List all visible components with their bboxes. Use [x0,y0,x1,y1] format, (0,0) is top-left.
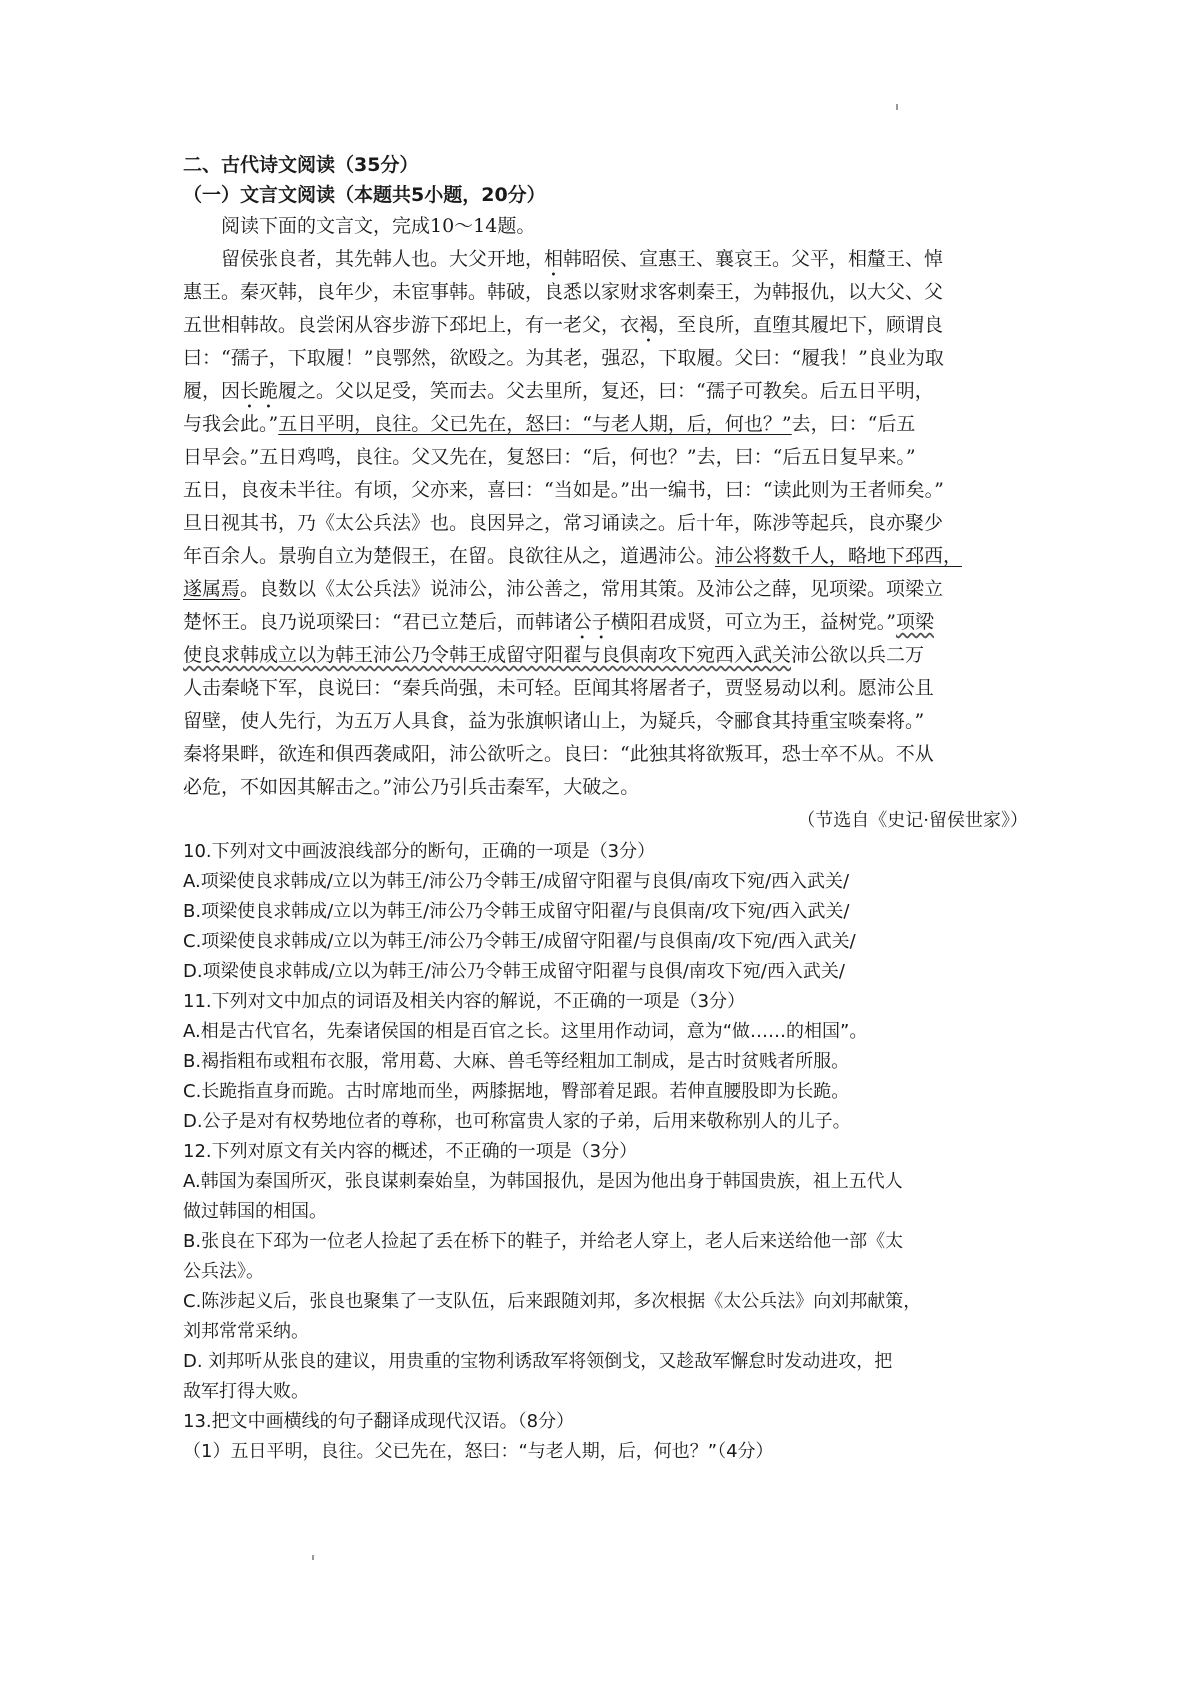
option-c: C.项梁使良求韩成/立以为韩王/沛公乃令韩王/成留守阳翟/与良俱南/攻下宛/西入武关/ [183,931,856,952]
wavy-underlined-text: 项梁 [895,611,934,633]
wavy-underlined-text: 使良求韩成立以为韩王沛公乃令韩王成留守阳翟与良俱南攻下宛西入武关 [183,644,792,666]
passage-line: 使良求韩成立以为韩王沛公乃令韩王成留守阳翟与良俱南攻下宛西入武关沛公欲以兵二万 [183,644,925,666]
passage-line: 与我会此。”五日平明，良往。父已先在，怒曰：“与老人期，后，何也？”去，曰：“后五 [183,413,916,435]
passage-line: 人击秦峣下军，良说曰：“秦兵尚强，未可轻。臣闻其将屠者子，贾竖易动以利。愿沛公且 [183,677,934,699]
question-13 [183,1407,1028,1467]
option-d: D. 刘邦听从张良的建议，用贵重的宝物利诱敌军将领倒戈，又趁敌军懈怠时发动进攻，把 [183,1351,893,1372]
option-d: D.公子是对有权势地位者的尊称，也可称富贵人家的子弟，后用来敬称别人的儿子。 [183,1111,851,1132]
passage-line: 旦日视其书，乃《太公兵法》也。良因异之，常习诵读之。后十年，陈涉等起兵，良亦聚少 [183,512,944,534]
passage-line: 必危，不如因其解击之。”沛公乃引兵击秦军，大破之。 [183,776,640,798]
passage-line: 五世相韩故。良尝闲从容步游下邳圯上，有一老父，衣褐，至良所，直堕其履圯下，顾谓良 [183,314,944,336]
option-c: C.长跪指直身而跪。古时席地而坐，两膝据地，臀部着足跟。若伸直腰股即为长跪。 [183,1081,850,1102]
question-10 [183,837,1028,987]
passage-line: 留壁，使人先行，为五万人具食，益为张旗帜诸山上，为疑兵，令郦食其持重宝啖秦将。” [183,710,925,732]
underlined-sentence: 沛公将数千人，略地下邳西， [715,545,963,567]
option-a: A.相是古代官名，先秦诸侯国的相是百官之长。这里用作动词，意为“做……的相国”。 [183,1021,868,1042]
question-stem: 12.下列对原文有关内容的概述，不正确的一项是（3分） [183,1141,638,1162]
dotted-word: 相 [544,248,564,270]
question-11 [183,987,1028,1137]
option-c-cont: 刘邦常常采纳。 [183,1321,309,1342]
section-title: 二、古代诗文阅读（35分） [183,154,419,176]
question-stem: 11.下列对文中加点的词语及相关内容的解说，不正确的一项是（3分） [183,991,746,1012]
passage-source: （节选自《史记·留侯世家》） [797,810,1028,831]
passage [183,243,1028,804]
option-d: D.项梁使良求韩成/立以为韩王/沛公乃令韩王成留守阳翟与良俱/南攻下宛/西入武关/ [183,961,845,982]
passage-line: 楚怀王。良乃说项梁曰：“君已立楚后，而韩诸公子横阳君成贤，可立为王，益树党。”项梁 [183,611,934,633]
underlined-sentence: 遂属焉 [183,578,241,600]
passage-line: 秦将果畔，欲连和俱西袭咸阳，沛公欲听之。良曰：“此独其将欲叛耳，恐士卒不从。不从 [183,743,934,765]
option-b: B.张良在下邳为一位老人捡起了丢在桥下的鞋子，并给老人穿上，老人后来送给他一部《太 [183,1231,904,1252]
dotted-word: 公子 [572,611,611,633]
option-a: A.项梁使良求韩成/立以为韩王/沛公乃令韩王/成留守阳翟与良俱/南攻下宛/西入武关/ [183,871,850,892]
exam-content [183,150,1028,1467]
option-b: B.项梁使良求韩成/立以为韩王/沛公乃令韩王成留守阳翟/与良俱南/攻下宛/西入武关/ [183,901,850,922]
passage-line: 遂属焉。良数以《太公兵法》说沛公，沛公善之，常用其策。及沛公之薛，见项梁。项梁立 [183,578,944,600]
dotted-word: 褐 [639,314,659,336]
option-b-cont: 公兵法》。 [183,1261,264,1282]
instruction: 阅读下面的文言文，完成10～14题。 [221,215,536,237]
option-d-cont: 敌军打得大败。 [183,1381,309,1402]
option-a: A.韩国为秦国所灭，张良谋刺秦始皇，为韩国报仇，是因为他出身于韩国贵族，祖上五代人 [183,1171,903,1192]
passage-line: 年百余人。景驹自立为楚假王，在留。良欲往从之，道遇沛公。沛公将数千人，略地下邳西， [183,545,963,567]
subsection-title: （一）文言文阅读（本题共5小题，20分） [183,184,546,206]
passage-line: 日早会。”五日鸡鸣，良往。父又先在，复怒曰：“后，何也？”去，曰：“后五日复早来。” [183,446,916,468]
question-12 [183,1137,1028,1407]
underlined-sentence: 五日平明，良往。父已先在，怒曰：“与老人期，后，何也？” [278,413,792,435]
option-b: B.褐指粗布或粗布衣服，常用葛、大麻、兽毛等经粗加工制成，是古时贫贱者所服。 [183,1051,850,1072]
question-stem: 10.下列对文中画波浪线部分的断句，正确的一项是（3分） [183,841,656,862]
sub-question-1: （1）五日平明，良往。父已先在，怒曰：“与老人期，后，何也？”（4分） [183,1441,774,1462]
passage-line: 五日，良夜未半往。有顷，父亦来，喜曰：“当如是。”出一编书，曰：“读此则为王者师矣。” [183,479,944,501]
passage-line: 留侯张良者，其先韩人也。大父开地，相韩昭侯、宣惠王、襄哀王。父平，相釐王、悼 [221,248,944,270]
option-a-cont: 做过韩国的相国。 [183,1201,327,1222]
passage-line: 惠王。秦灭韩，良年少，未宦事韩。韩破，良悉以家财求客刺秦王，为韩报仇，以大父、父 [183,281,944,303]
scan-mark [896,104,898,110]
passage-line: 履，因长跪履之。父以足受，笑而去。父去里所，复还，曰：“孺子可教矣。后五日平明， [183,380,934,402]
question-stem: 13.把文中画横线的句子翻译成现代汉语。（8分） [183,1411,575,1432]
passage-line: 曰：“孺子，下取履！”良鄂然，欲殴之。为其老，强忍，下取履。父曰：“履我！”良业为取 [183,347,944,369]
option-c: C.陈涉起义后，张良也聚集了一支队伍，后来跟随刘邦，多次根据《太公兵法》向刘邦献策， [183,1291,922,1312]
scan-mark [312,1555,314,1560]
dotted-word: 长跪 [240,380,279,402]
